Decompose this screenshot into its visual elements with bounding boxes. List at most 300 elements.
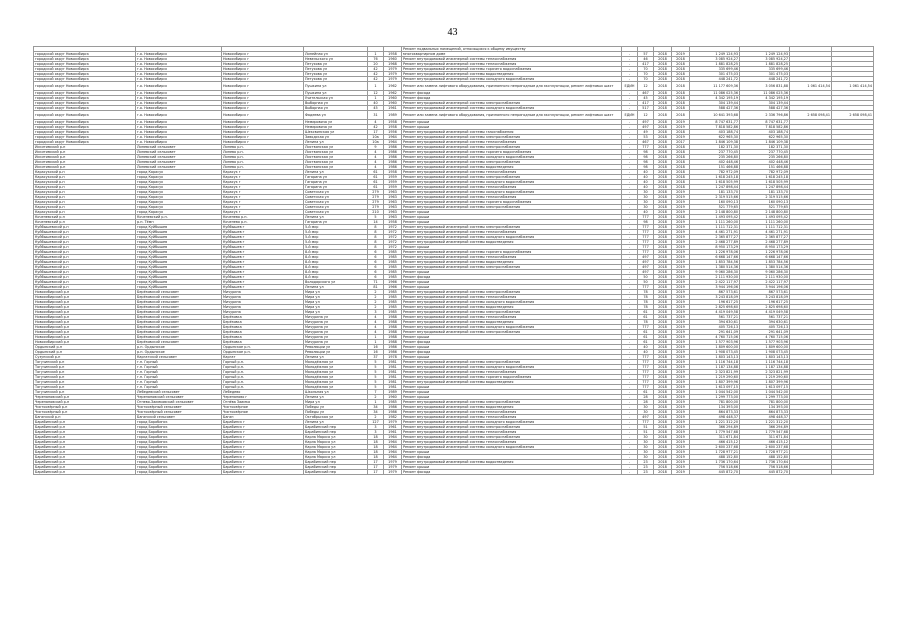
cell-municipality: городской округ Новосибирск bbox=[34, 57, 136, 62]
cell-street: Молодёжная ул bbox=[304, 365, 368, 370]
cell-house: 3 bbox=[368, 430, 384, 435]
cell-cost-fund: 394 630,61 bbox=[740, 320, 790, 325]
cell-municipality: Искитимский р-н bbox=[34, 155, 136, 160]
cell-locality: Барабинск г bbox=[222, 420, 304, 425]
cell-settlement-area: Берёзовский сельсовет bbox=[136, 290, 222, 295]
cell-house: 61 bbox=[368, 170, 384, 175]
cell-work-type: Ремонт внутридомовой инженерной системы теплоснабжения bbox=[402, 195, 622, 200]
cell-build-year: 1985 bbox=[384, 400, 402, 405]
cell-municipality: Ордынский р-н bbox=[34, 350, 136, 355]
cell-house: 37 bbox=[368, 355, 384, 360]
cell-work-type: Ремонт крыши bbox=[402, 345, 622, 350]
cell-cost-fund: 1 221 312,20 bbox=[740, 420, 790, 425]
cell-cost-total: 1 618 245,18 bbox=[690, 175, 740, 180]
cell-settlement-area: г.о. Новосибирск bbox=[136, 96, 222, 101]
cell-settlement-area: город Карасук bbox=[136, 205, 222, 210]
cell-build-year: 1986 bbox=[384, 345, 402, 350]
cell-street: 5-й мкр bbox=[304, 240, 368, 245]
cell-municipality: Тогучинский р-н bbox=[34, 375, 136, 380]
cell-municipality: Новосибирский р-н bbox=[34, 340, 136, 345]
cell-end-year: 2019 bbox=[672, 410, 690, 415]
cell-work-type: Ремонт внутридомовой инженерной системы теплоснабжения bbox=[402, 170, 622, 175]
cell-start-year: 2018 bbox=[654, 415, 672, 420]
cell-start-year: 2018 bbox=[654, 315, 672, 320]
cell-volume: 30 bbox=[638, 200, 654, 205]
cell-unit: - bbox=[622, 445, 638, 450]
cell-start-year: 2018 bbox=[654, 120, 672, 125]
cell-unit: - bbox=[622, 135, 638, 140]
cell-end-year: 2019 bbox=[672, 395, 690, 400]
cell-settlement-area: г.о. Новосибирск bbox=[136, 57, 222, 62]
cell-house: 42 bbox=[368, 72, 384, 77]
cell-work-type: Ремонт крыши bbox=[402, 355, 622, 360]
cell-build-year: 1956 bbox=[384, 130, 402, 135]
cell-build-year: 1968 bbox=[384, 62, 402, 67]
cell-cost-total: 1 299 773,00 bbox=[690, 395, 740, 400]
cell-unit: - bbox=[622, 310, 638, 315]
cell-start-year: 2018 bbox=[654, 225, 672, 230]
cell-house: 34 bbox=[368, 405, 384, 410]
cell-volume: 23 bbox=[638, 465, 654, 470]
cell-street: Выборная ул bbox=[304, 101, 368, 106]
cell-settlement-area: г.о. Новосибирск bbox=[136, 91, 222, 96]
cell-start-year: 2018 bbox=[654, 440, 672, 445]
cell-end-year: 2018 bbox=[672, 165, 690, 170]
cell-cost-total: 1 577 903,96 bbox=[690, 340, 740, 345]
cell-settlement-area: Берёзовский сельсовет bbox=[136, 295, 222, 300]
cell-cost-total: 1 219 290,60 bbox=[690, 375, 740, 380]
cell-street: Пушкина ул bbox=[304, 91, 368, 96]
cell-start-year: 2018 bbox=[654, 360, 672, 365]
cell-work-type: Ремонт внутридомовой инженерной системы холодного водоснабжения bbox=[402, 445, 622, 450]
cell-cost-fund: 1 779 547,68 bbox=[740, 430, 790, 435]
cell-end-year: 2019 bbox=[672, 210, 690, 215]
cell-start-year: 2018 bbox=[654, 305, 672, 310]
cell-settlement-area: город Куйбышев bbox=[136, 245, 222, 250]
cell-build-year: 1981 bbox=[384, 385, 402, 390]
cell-settlement-area: Берёзовский сельсовет bbox=[136, 305, 222, 310]
cell-street: Мичурина ул bbox=[304, 330, 368, 335]
table-row bbox=[34, 111, 874, 120]
cell-end-year: 2018 bbox=[672, 57, 690, 62]
cell-unit: - bbox=[622, 365, 638, 370]
cell-unit: - bbox=[622, 380, 638, 385]
cell-locality: Барабинск г bbox=[222, 465, 304, 470]
cell-volume: 40 bbox=[638, 175, 654, 180]
cell-locality: Чистоозёрное bbox=[222, 405, 304, 410]
cell-cost-extra-2: 1 061 414,54 bbox=[832, 82, 874, 91]
cell-work-type: Ремонт внутридомовой инженерной системы водоотведения bbox=[402, 460, 622, 465]
cell-end-year: 2018 bbox=[672, 111, 690, 120]
cell-locality: Карасук г bbox=[222, 185, 304, 190]
cell-settlement-area: город Барабинск bbox=[136, 445, 222, 450]
cell-work-type: Ремонт внутридомовой инженерной системы теплоснабжения bbox=[402, 315, 622, 320]
cell-house: 18 bbox=[368, 450, 384, 455]
cell-street: 8-й мкр bbox=[304, 270, 368, 275]
cell-street: Советская ул bbox=[304, 210, 368, 215]
cell-volume: 78 bbox=[638, 295, 654, 300]
cell-build-year: 1986 bbox=[384, 160, 402, 165]
cell-locality: Карасук г bbox=[222, 170, 304, 175]
cell-municipality: Куйбышевский р-н bbox=[34, 255, 136, 260]
table-body bbox=[34, 47, 874, 475]
cell-volume: 497 bbox=[638, 120, 654, 125]
cell-locality: Мичурина bbox=[222, 305, 304, 310]
cell-locality: Новосибирск г bbox=[222, 67, 304, 72]
cell-house: 3 bbox=[368, 310, 384, 315]
cell-settlement-area: Берёзовский сельсовет bbox=[136, 335, 222, 340]
cell-cost-fund: 1 380 514,36 bbox=[740, 265, 790, 270]
cell-settlement-area: город Куйбышев bbox=[136, 275, 222, 280]
cell-volume: 30 bbox=[638, 450, 654, 455]
cell-street: Листвянская ул bbox=[304, 145, 368, 150]
cell-cost-fund: 1 618 245,18 bbox=[740, 175, 790, 180]
cell-settlement-area: г.о. Новосибирск bbox=[136, 140, 222, 145]
cell-start-year: 2018 bbox=[654, 370, 672, 375]
cell-cost-total: 588 427,36 bbox=[690, 106, 740, 111]
cell-start-year: 2018 bbox=[654, 430, 672, 435]
cell-start-year: 2018 bbox=[654, 150, 672, 155]
cell-municipality: Карасукский р-н bbox=[34, 190, 136, 195]
cell-cost-total: 4 342 195,19 bbox=[690, 96, 740, 101]
cell-cost-fund: 335 699,46 bbox=[740, 67, 790, 72]
cell-unit: - bbox=[622, 205, 638, 210]
cell-end-year: 2019 bbox=[672, 455, 690, 460]
cell-unit: - bbox=[622, 470, 638, 475]
cell-street: Карла Маркса ул bbox=[304, 455, 368, 460]
cell-volume: 30 bbox=[638, 455, 654, 460]
cell-street: Мичурина ул bbox=[304, 325, 368, 330]
cell-locality: Горный р.п. bbox=[222, 385, 304, 390]
cell-street: 5-й мкр bbox=[304, 230, 368, 235]
cell-municipality: Куйбышевский р-н bbox=[34, 235, 136, 240]
cell-municipality: Тогучинский р-н bbox=[34, 380, 136, 385]
cell-work-type: Ремонт внутридомовой инженерной системы водоотведения bbox=[402, 305, 622, 310]
cell-start-year: 2018 bbox=[654, 275, 672, 280]
cell-settlement-area: г.п. Горный bbox=[136, 370, 222, 375]
cell-locality: Новосибирск г bbox=[222, 72, 304, 77]
cell-municipality: городской округ Новосибирск bbox=[34, 77, 136, 82]
cell-build-year: 1985 bbox=[384, 300, 402, 305]
cell-end-year: 2019 bbox=[672, 245, 690, 250]
cell-locality: Новосибирск г bbox=[222, 130, 304, 135]
cell-street: 5-й мкр bbox=[304, 225, 368, 230]
cell-volume: 40 bbox=[638, 180, 654, 185]
cell-start-year: 2018 bbox=[654, 180, 672, 185]
cell-work-type: Ремонт внутридомовой инженерной системы теплоснабжения bbox=[402, 140, 622, 145]
cell-house: 14 bbox=[368, 220, 384, 225]
cell-build-year: 1962 bbox=[384, 82, 402, 91]
cell-settlement-area: Чистоозёрный сельсовет bbox=[136, 410, 222, 415]
cell-municipality: Куйбышевский р-н bbox=[34, 275, 136, 280]
cell-start-year: 2018 bbox=[654, 265, 672, 270]
cell-end-year: 2019 bbox=[672, 435, 690, 440]
cell-house: 18 bbox=[368, 445, 384, 450]
cell-unit: - bbox=[622, 440, 638, 445]
cell-locality: Мичурина bbox=[222, 300, 304, 305]
cell-start-year: 2018 bbox=[654, 445, 672, 450]
cell-cost-total: 4 760 715,06 bbox=[690, 335, 740, 340]
cell-settlement-area: г.о. Новосибирск bbox=[136, 101, 222, 106]
cell-work-type: Ремонт крыши bbox=[402, 270, 622, 275]
cell-end-year: 2018 bbox=[672, 150, 690, 155]
cell-work-type: Ремонт крыши bbox=[402, 280, 622, 285]
cell-build-year: 1964 bbox=[384, 455, 402, 460]
cell-street: Революции ул bbox=[304, 345, 368, 350]
cell-cost-extra-1: 2 658 098,41 bbox=[790, 111, 832, 120]
cell-end-year: 2019 bbox=[672, 285, 690, 290]
cell-build-year: 1959 bbox=[384, 185, 402, 190]
cell-work-type: Ремонт внутридомовой инженерной системы электроснабжения bbox=[402, 400, 622, 405]
cell-cost-fund: 2 148 800,80 bbox=[740, 210, 790, 215]
cell-end-year: 2018 bbox=[672, 170, 690, 175]
cell-settlement-area: город Карасук bbox=[136, 195, 222, 200]
cell-cost-extra-2: 2 658 098,41 bbox=[832, 111, 874, 120]
cell-volume: 777 bbox=[638, 420, 654, 425]
cell-cost-fund: 366 294,89 bbox=[740, 425, 790, 430]
cell-cost-fund: 11 086 025,36 bbox=[740, 91, 790, 96]
cell-end-year: 2019 bbox=[672, 240, 690, 245]
cell-cost-total: 466 415,12 bbox=[690, 440, 740, 445]
cell-street: Ленина ул bbox=[304, 395, 368, 400]
cell-volume: 57 bbox=[638, 52, 654, 57]
cell-cost-fund: 521 779,65 bbox=[740, 205, 790, 210]
cell-volume: 30 bbox=[638, 205, 654, 210]
cell-house: 81 bbox=[368, 285, 384, 290]
cell-end-year: 2019 bbox=[672, 430, 690, 435]
cell-start-year: 2018 bbox=[654, 255, 672, 260]
cell-unit: - bbox=[622, 52, 638, 57]
cell-house: 17 bbox=[368, 130, 384, 135]
cell-cost-fund: 402 448,46 bbox=[740, 160, 790, 165]
cell-settlement-area: город Куйбышев bbox=[136, 285, 222, 290]
cell-municipality: Новосибирский р-н bbox=[34, 290, 136, 295]
cell-unit: - bbox=[622, 335, 638, 340]
cell-municipality: Новосибирский р-н bbox=[34, 295, 136, 300]
cell-municipality: Куйбышевский р-н bbox=[34, 230, 136, 235]
cell-house: 61 bbox=[368, 180, 384, 185]
cell-unit: - bbox=[622, 290, 638, 295]
cell-work-type: Ремонт внутридомовой инженерной системы теплоснабжения bbox=[402, 440, 622, 445]
cell-volume: 777 bbox=[638, 285, 654, 290]
cell-volume: 61 bbox=[638, 310, 654, 315]
cell-locality: Берёзовка bbox=[222, 325, 304, 330]
cell-build-year: 1979 bbox=[384, 470, 402, 475]
cell-municipality: Барабинский р-н bbox=[34, 435, 136, 440]
cell-street: Победы ул bbox=[304, 410, 368, 415]
cell-unit: - bbox=[622, 140, 638, 145]
cell-locality: Новосибирск г bbox=[222, 62, 304, 67]
cell-start-year: 2018 bbox=[654, 175, 672, 180]
cell-settlement-area: город Карасук bbox=[136, 200, 222, 205]
cell-volume: 517 bbox=[638, 106, 654, 111]
cell-house: 18 bbox=[368, 435, 384, 440]
cell-volume: 777 bbox=[638, 385, 654, 390]
cell-locality: Линево р.п. bbox=[222, 165, 304, 170]
cell-cost-fund: 3 056 831,88 bbox=[740, 82, 790, 91]
cell-start-year: 2018 bbox=[654, 140, 672, 145]
cell-municipality: Искитимский р-н bbox=[34, 160, 136, 165]
cell-cost-fund: 1 807 399,96 bbox=[740, 380, 790, 385]
cell-build-year: 1964 bbox=[384, 440, 402, 445]
cell-cost-fund: 1 187 134,88 bbox=[740, 365, 790, 370]
cell-unit: - bbox=[622, 175, 638, 180]
cell-volume: 497 bbox=[638, 255, 654, 260]
cell-settlement-area: город Куйбышев bbox=[136, 230, 222, 235]
cell-settlement-area: г.п. Горный bbox=[136, 360, 222, 365]
cell-settlement-area: Берёзовский сельсовет bbox=[136, 340, 222, 345]
cell-start-year: 2018 bbox=[654, 215, 672, 220]
cell-build-year: 1985 bbox=[384, 290, 402, 295]
cell-house: 8 bbox=[368, 240, 384, 245]
cell-cost-total: 11 177 609,36 bbox=[690, 82, 740, 91]
cell-house: 18 bbox=[368, 455, 384, 460]
cell-unit: - bbox=[622, 145, 638, 150]
cell-settlement-area: город Куйбышев bbox=[136, 265, 222, 270]
cell-cost-total: 4 461 271,91 bbox=[690, 230, 740, 235]
cell-settlement-area: Линевский сельсовет bbox=[136, 155, 222, 160]
cell-start-year: 2018 bbox=[654, 62, 672, 67]
cell-start-year: 2018 bbox=[654, 355, 672, 360]
cell-settlement-area: город Карасук bbox=[136, 185, 222, 190]
cell-locality: Барабинск г bbox=[222, 445, 304, 450]
cell-end-year: 2019 bbox=[672, 390, 690, 395]
cell-cost-fund: 1 853 784,56 bbox=[740, 260, 790, 265]
cell-build-year: 1981 bbox=[384, 375, 402, 380]
cell-unit: - bbox=[622, 120, 638, 125]
cell-house: 8 bbox=[368, 230, 384, 235]
cell-end-year: 2019 bbox=[672, 260, 690, 265]
cell-house: 42 bbox=[368, 77, 384, 82]
cell-work-type: Ремонт внутридомовой инженерной системы электроснабжения bbox=[402, 265, 622, 270]
cell-cost-fund: 2 825 698,60 bbox=[740, 305, 790, 310]
cell-cost-fund: 237 770,45 bbox=[740, 150, 790, 155]
cell-work-type: Ремонт внутридомовой инженерной системы водоотведения bbox=[402, 405, 622, 410]
cell-cost-fund: 2 600 237,68 bbox=[740, 445, 790, 450]
cell-build-year: 1961 bbox=[384, 430, 402, 435]
cell-start-year: 2018 bbox=[654, 135, 672, 140]
cell-house: 127 bbox=[368, 420, 384, 425]
cell-start-year: 2018 bbox=[654, 96, 672, 101]
cell-end-year: 2019 bbox=[672, 335, 690, 340]
cell-locality: Берёзовка bbox=[222, 320, 304, 325]
cell-locality: Барабинск г bbox=[222, 440, 304, 445]
cell-unit: - bbox=[622, 165, 638, 170]
cell-start-year: 2018 bbox=[654, 111, 672, 120]
cell-unit: - bbox=[622, 300, 638, 305]
cell-municipality: Новосибирский р-н bbox=[34, 310, 136, 315]
cell-build-year: 1963 bbox=[384, 190, 402, 195]
cell-street: Гагарина ул bbox=[304, 175, 368, 180]
cell-end-year: 2019 bbox=[672, 450, 690, 455]
cell-cost-total: 134 393,00 bbox=[690, 405, 740, 410]
cell-build-year: 1966 bbox=[384, 285, 402, 290]
cell-volume: 98 bbox=[638, 220, 654, 225]
cell-house: 31 bbox=[368, 111, 384, 120]
cell-build-year: 1964 bbox=[384, 435, 402, 440]
cell-work-type: Ремонт внутридомовой инженерной системы горячего водоснабжения bbox=[402, 250, 622, 255]
cell-work-type: Ремонт внутридомовой инженерной системы водоотведения bbox=[402, 380, 622, 385]
cell-street: Барабинский пер bbox=[304, 430, 368, 435]
page-number: 43 bbox=[447, 27, 458, 38]
cell-cost-fund: 588 427,36 bbox=[740, 106, 790, 111]
cell-street: Мира ул bbox=[304, 305, 368, 310]
cell-settlement-area: Линевский сельсовет bbox=[136, 165, 222, 170]
cell-cost-fund: 160 090,13 bbox=[740, 200, 790, 205]
cell-cost-total: 1 247 898,44 bbox=[690, 185, 740, 190]
cell-unit: - bbox=[622, 215, 638, 220]
cell-start-year: 2018 bbox=[654, 460, 672, 465]
cell-volume: 497 bbox=[638, 270, 654, 275]
cell-cost-total: 756 518,66 bbox=[690, 465, 740, 470]
cell-work-type: Ремонт внутридомовой инженерной системы холодного водоснабжения bbox=[402, 106, 622, 111]
cell-build-year: 1985 bbox=[384, 250, 402, 255]
cell-street: Немировича ул bbox=[304, 125, 368, 130]
cell-start-year: 2018 bbox=[654, 205, 672, 210]
cell-locality: Карасук г bbox=[222, 205, 304, 210]
cell-cost-total: 4 419 049,58 bbox=[690, 310, 740, 315]
cell-street: Карла Маркса ул bbox=[304, 435, 368, 440]
cell-municipality: Карасукский р-н bbox=[34, 210, 136, 215]
cell-build-year: 1964 bbox=[384, 445, 402, 450]
cell-unit: - bbox=[622, 250, 638, 255]
cell-build-year: 1962 bbox=[384, 91, 402, 96]
cell-house: 8 bbox=[368, 235, 384, 240]
cell-cost-total: 2 825 698,60 bbox=[690, 305, 740, 310]
cell-end-year: 2019 bbox=[672, 280, 690, 285]
cell-cost-total: 6 668 147,66 bbox=[690, 255, 740, 260]
cell-cost-fund: 181 133,70 bbox=[740, 190, 790, 195]
cell-volume: 28 bbox=[638, 400, 654, 405]
cell-house: 5 bbox=[368, 380, 384, 385]
cell-volume: 30 bbox=[638, 440, 654, 445]
cell-locality: Новосибирск г bbox=[222, 91, 304, 96]
cell-cost-fund: 1 613 097,15 bbox=[740, 385, 790, 390]
cell-end-year: 2019 bbox=[672, 415, 690, 420]
cell-cost-total: 1 249 124,93 bbox=[690, 52, 740, 57]
cell-unit: - bbox=[622, 125, 638, 130]
cell-house: 8 bbox=[368, 225, 384, 230]
cell-locality: Берёзовка bbox=[222, 335, 304, 340]
cell-build-year: 1958 bbox=[384, 52, 402, 57]
cell-unit: - bbox=[622, 170, 638, 175]
cell-cost-fund: 2 336 796,86 bbox=[740, 111, 790, 120]
cell-end-year: 2019 bbox=[672, 310, 690, 315]
cell-build-year: 1972 bbox=[384, 235, 402, 240]
cell-unit: ЕДИН bbox=[622, 82, 638, 91]
cell-cost-fund: 1 226 978,06 bbox=[740, 250, 790, 255]
cell-end-year: 2019 bbox=[672, 52, 690, 57]
cell-locality: Коченево р.п. bbox=[222, 220, 304, 225]
cell-volume: 78 bbox=[638, 290, 654, 295]
cell-end-year: 2019 bbox=[672, 195, 690, 200]
cell-municipality: Ордынский р-н bbox=[34, 345, 136, 350]
cell-start-year: 2018 bbox=[654, 390, 672, 395]
cell-cost-total: 867 573,61 bbox=[690, 290, 740, 295]
cell-house: 2 bbox=[368, 305, 384, 310]
cell-municipality: городской округ Новосибирск bbox=[34, 82, 136, 91]
cell-municipality: Сузунский р-н bbox=[34, 355, 136, 360]
cell-house: 5 bbox=[368, 375, 384, 380]
cell-locality: Линево р.п. bbox=[222, 150, 304, 155]
cell-house: 4 bbox=[368, 160, 384, 165]
cell-street: 5-й мкр bbox=[304, 235, 368, 240]
cell-volume: 777 bbox=[638, 380, 654, 385]
cell-unit: - bbox=[622, 106, 638, 111]
cell-volume: 98 bbox=[638, 155, 654, 160]
cell-volume: 40 bbox=[638, 210, 654, 215]
cell-end-year: 2019 bbox=[672, 385, 690, 390]
